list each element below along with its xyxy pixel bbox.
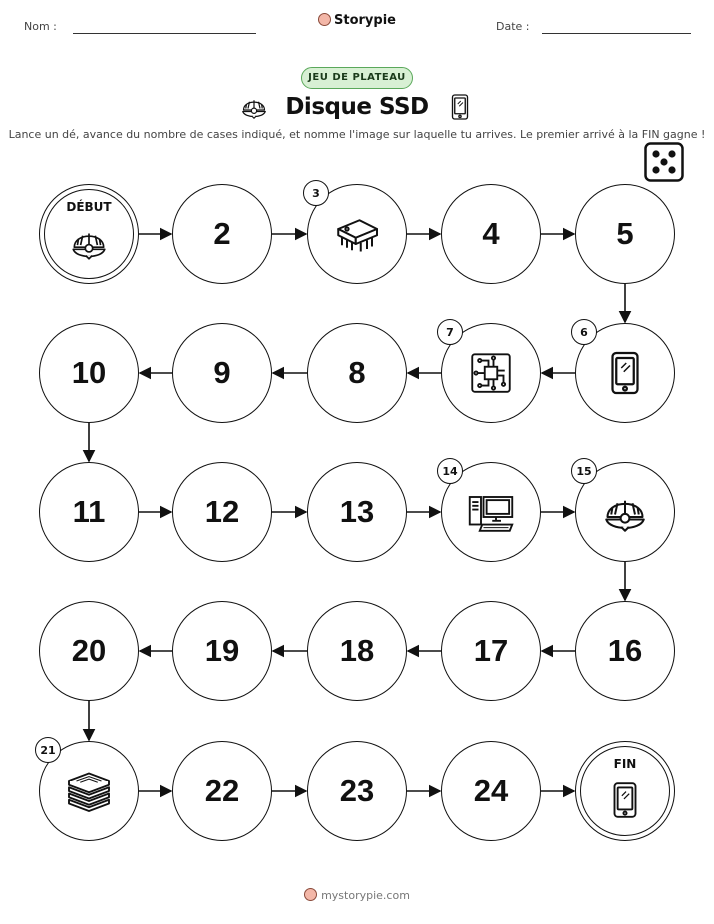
space-number: 18: [339, 633, 375, 668]
finish-space[interactable]: [575, 741, 675, 841]
chip-icon: [332, 209, 382, 259]
board-space-7[interactable]: [441, 323, 541, 423]
space-number-tag: 14: [437, 458, 463, 484]
name-label: Nom :: [24, 20, 57, 33]
instructions: Lance un dé, avance du nombre de cases indiqué, et nomme l'image sur laquelle tu arrives. Le premier arrivé à la FIN gagne !: [8, 128, 706, 141]
board-space-6[interactable]: [575, 323, 675, 423]
space-number: 19: [204, 633, 240, 668]
board-space-17[interactable]: [441, 601, 541, 701]
board-space-14[interactable]: [441, 462, 541, 562]
board-space-23[interactable]: [307, 741, 407, 841]
board-space-18[interactable]: [307, 601, 407, 701]
space-number-tag: 6: [571, 319, 597, 345]
space-number: 23: [339, 773, 375, 808]
space-number: 8: [348, 355, 366, 390]
space-number-tag: 21: [35, 737, 61, 763]
shell-icon: [600, 487, 650, 537]
space-number-tag: 15: [571, 458, 597, 484]
board-space-15[interactable]: [575, 462, 675, 562]
space-number: 22: [204, 773, 240, 808]
mascot-icon: [304, 888, 317, 901]
board-space-2[interactable]: [172, 184, 272, 284]
footer: [0, 888, 714, 902]
space-number: 9: [213, 355, 231, 390]
space-number: 20: [71, 633, 107, 668]
space-number: 11: [72, 494, 106, 529]
board-space-21[interactable]: [39, 741, 139, 841]
space-label: FIN: [613, 757, 637, 771]
desktop-computer-icon: [466, 487, 516, 537]
board-space-24[interactable]: [441, 741, 541, 841]
board-space-9[interactable]: [172, 323, 272, 423]
space-number: 12: [204, 494, 240, 529]
board-space-13[interactable]: [307, 462, 407, 562]
board-space-20[interactable]: [39, 601, 139, 701]
board-space-3[interactable]: [307, 184, 407, 284]
page-title: Disque SSD: [285, 94, 429, 120]
board-space-8[interactable]: [307, 323, 407, 423]
space-number-tag: 3: [303, 180, 329, 206]
start-space[interactable]: [39, 184, 139, 284]
space-number: 4: [482, 216, 500, 251]
stacked-disks-icon: [64, 766, 114, 816]
board-space-10[interactable]: [39, 323, 139, 423]
space-number: 16: [607, 633, 643, 668]
board-space-11[interactable]: [39, 462, 139, 562]
board-space-4[interactable]: [441, 184, 541, 284]
space-number: 5: [616, 216, 634, 251]
brand-name: Storypie: [334, 13, 396, 28]
circuit-board-icon: [466, 348, 516, 398]
tablet-icon: [600, 348, 650, 398]
date-label: Date :: [496, 20, 530, 33]
board-space-5[interactable]: [575, 184, 675, 284]
space-number: 10: [71, 355, 107, 390]
space-number: 13: [339, 494, 375, 529]
space-number: 17: [473, 633, 509, 668]
space-label: DÉBUT: [66, 200, 112, 214]
space-number: 24: [473, 773, 509, 808]
board-space-22[interactable]: [172, 741, 272, 841]
space-number: 2: [213, 216, 231, 251]
board-space-16[interactable]: [575, 601, 675, 701]
board-space-19[interactable]: [172, 601, 272, 701]
space-number-tag: 7: [437, 319, 463, 345]
game-type-badge: JEU DE PLATEAU: [301, 67, 413, 89]
board-space-12[interactable]: [172, 462, 272, 562]
footer-url[interactable]: mystorypie.com: [321, 889, 410, 902]
